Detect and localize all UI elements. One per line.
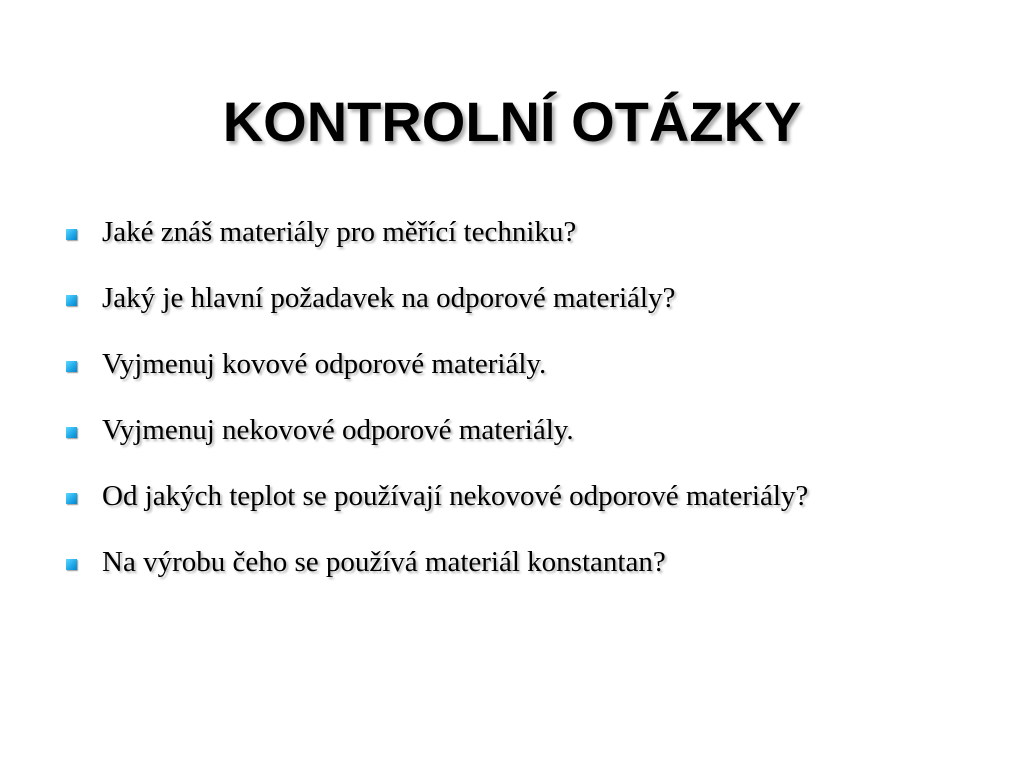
square-bullet-icon bbox=[66, 229, 77, 240]
list-item bbox=[62, 543, 862, 581]
question-list bbox=[62, 213, 862, 609]
list-item bbox=[62, 213, 862, 251]
list-item bbox=[62, 411, 862, 449]
slide-title: KONTROLNÍ OTÁZKY bbox=[222, 90, 802, 153]
list-item-text: Jaké znáš materiály pro měřící techniku? bbox=[102, 216, 577, 248]
list-item bbox=[62, 345, 862, 383]
list-item-text: Na výrobu čeho se používá materiál konstantan? bbox=[102, 546, 666, 578]
square-bullet-icon bbox=[66, 295, 77, 306]
list-item bbox=[62, 279, 862, 317]
square-bullet-icon bbox=[66, 361, 77, 372]
list-item-text: Jaký je hlavní požadavek na odporové materiály? bbox=[102, 282, 676, 314]
square-bullet-icon bbox=[66, 427, 77, 438]
square-bullet-icon bbox=[66, 493, 77, 504]
list-item-text: Vyjmenuj kovové odporové materiály. bbox=[102, 348, 547, 380]
list-item bbox=[62, 477, 862, 515]
list-item-text: Vyjmenuj nekovové odporové materiály. bbox=[102, 414, 574, 446]
square-bullet-icon bbox=[66, 559, 77, 570]
list-item-text: Od jakých teplot se používají nekovové odporové materiály? bbox=[102, 480, 809, 512]
